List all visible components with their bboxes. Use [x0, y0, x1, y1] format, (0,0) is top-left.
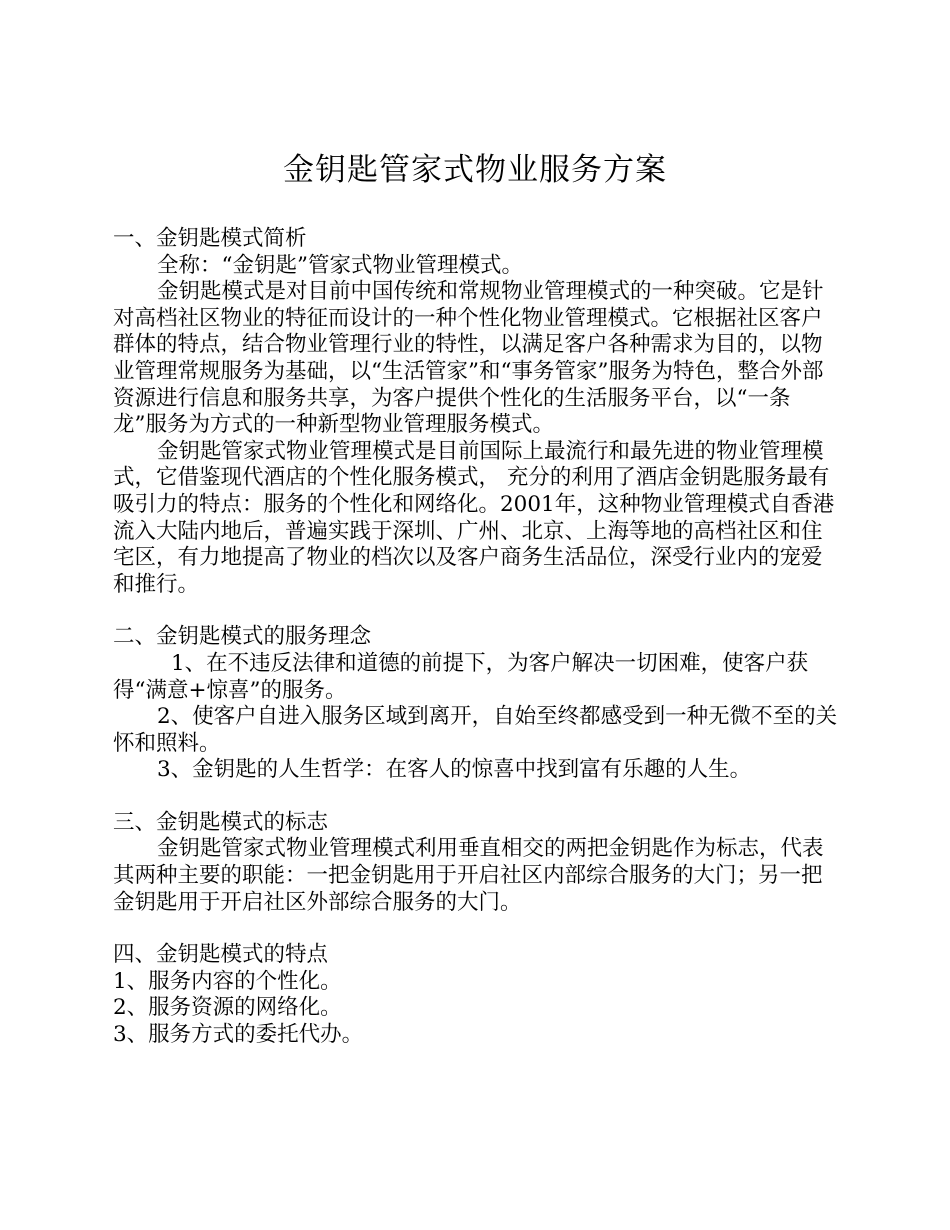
document-body	[113, 226, 843, 1049]
section-gap	[113, 916, 843, 942]
section-heading: 四、金钥匙模式的特点	[113, 942, 329, 968]
section-features	[113, 942, 843, 1048]
document-title: 金钥匙管家式物业服务方案	[283, 152, 667, 188]
paragraph: 1、在不违反法律和道德的前提下，为客户解决一切困难，使客户获得“满意+惊喜”的服务。	[113, 650, 809, 703]
paragraph: 金钥匙模式是对目前中国传统和常规物业管理模式的一种突破。它是针对高档社区物业的特征而设计的一种个性化物业管理模式。它根据社区客户群体的特点，结合物业管理行业的特性，以满足客户各种需求为目的，以物业管理常规服务为基础，以“生活管家”和“事务管家”服务为特色，整合外部资源进行信息和服务共享，为客户提供个性化的生活服务平台，以“一条龙”服务为方式的一种新型物业管理服务模式。	[113, 279, 824, 438]
section-gap	[113, 598, 843, 624]
paragraph: 2、使客户自进入服务区域到离开，自始至终都感受到一种无微不至的关怀和照料。	[113, 704, 838, 756]
section-gap	[113, 784, 843, 810]
section-heading: 三、金钥匙模式的标志	[113, 809, 329, 835]
paragraph: 全称：“金钥匙”管家式物业管理模式。	[157, 252, 523, 278]
list-item: 2、服务资源的网络化。	[113, 995, 342, 1021]
paragraph: 金钥匙管家式物业管理模式是目前国际上最流行和最先进的物业管理模式，它借鉴现代酒店的个性化服务模式， 充分的利用了酒店金钥匙服务最有吸引力的特点：服务的个性化和网络化。2001年，这种物业管理模式自香港流入大陆内地后，普遍实践于深圳、广州、北京、上海等地的高档社区和住宅区，有力地提高了物业的档次以及客户商务生活品位，深受行业内的宠爱和推行。	[113, 438, 835, 597]
section-heading: 一、金钥匙模式简析	[113, 226, 307, 251]
section-service-philosophy	[113, 624, 843, 784]
list-item: 1、服务内容的个性化。	[113, 968, 342, 994]
list-item: 3、服务方式的委托代办。	[113, 1022, 364, 1048]
section-model-overview	[113, 226, 843, 598]
section-logo	[113, 810, 843, 916]
paragraph: 3、金钥匙的人生哲学：在客人的惊喜中找到富有乐趣的人生。	[157, 757, 752, 783]
section-heading: 二、金钥匙模式的服务理念	[113, 624, 372, 650]
paragraph: 金钥匙管家式物业管理模式利用垂直相交的两把金钥匙作为标志，代表其两种主要的职能：一把金钥匙用于开启社区内部综合服务的大门；另一把金钥匙用于开启社区外部综合服务的大门。	[113, 836, 824, 915]
